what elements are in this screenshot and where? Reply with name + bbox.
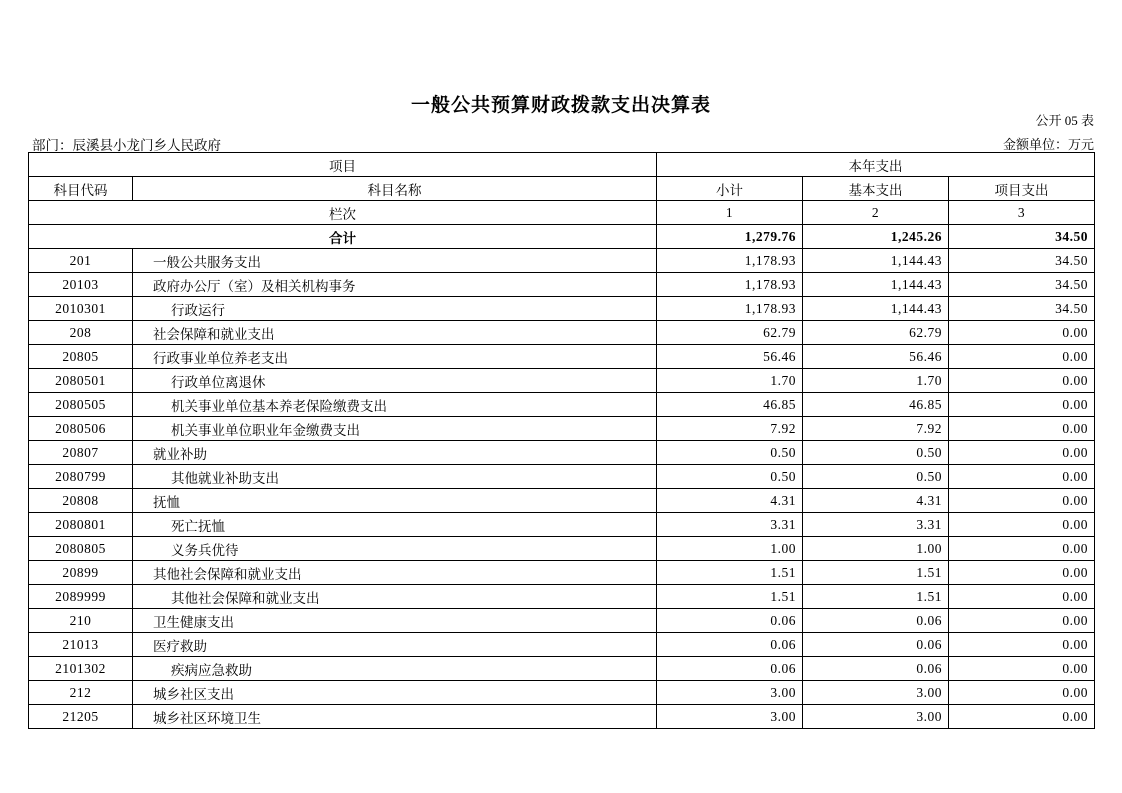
cell-project: 0.00 (949, 417, 1095, 441)
cell-subtotal: 56.46 (657, 345, 803, 369)
cell-name: 抚恤 (133, 489, 657, 513)
cell-basic: 56.46 (803, 345, 949, 369)
table-row (29, 561, 1095, 585)
cell-basic: 62.79 (803, 321, 949, 345)
cell-basic: 1,144.43 (803, 249, 949, 273)
cell-project: 0.00 (949, 393, 1095, 417)
table-body (29, 153, 1095, 729)
cell-basic: 0.50 (803, 441, 949, 465)
group-header-current-year: 本年支出 (657, 153, 1095, 177)
cell-name: 机关事业单位基本养老保险缴费支出 (133, 393, 657, 417)
cell-basic: 1,144.43 (803, 273, 949, 297)
cell-basic: 0.06 (803, 633, 949, 657)
cell-name: 机关事业单位职业年金缴费支出 (133, 417, 657, 441)
cell-code: 2080805 (29, 537, 133, 561)
cell-subtotal: 46.85 (657, 393, 803, 417)
table-row (29, 585, 1095, 609)
cell-name: 疾病应急救助 (133, 657, 657, 681)
cell-basic: 1.70 (803, 369, 949, 393)
department-label: 部门：辰溪县小龙门乡人民政府 (32, 138, 221, 153)
table-row (29, 465, 1095, 489)
cell-project: 0.00 (949, 561, 1095, 585)
cell-subtotal: 62.79 (657, 321, 803, 345)
table-row (29, 321, 1095, 345)
cell-basic: 3.31 (803, 513, 949, 537)
cell-project: 0.00 (949, 369, 1095, 393)
table-row (29, 393, 1095, 417)
column-index-label: 栏次 (29, 201, 657, 225)
cell-subtotal: 0.06 (657, 633, 803, 657)
table-row (29, 633, 1095, 657)
cell-subtotal: 3.00 (657, 681, 803, 705)
table-row (29, 513, 1095, 537)
cell-basic: 46.85 (803, 393, 949, 417)
cell-name: 其他就业补助支出 (133, 465, 657, 489)
cell-basic: 7.92 (803, 417, 949, 441)
cell-subtotal: 3.31 (657, 513, 803, 537)
table-row (29, 441, 1095, 465)
cell-code: 20808 (29, 489, 133, 513)
cell-basic: 3.00 (803, 705, 949, 729)
table-row (29, 273, 1095, 297)
cell-subtotal: 3.00 (657, 705, 803, 729)
total-subtotal: 1,279.76 (657, 225, 803, 249)
cell-subtotal: 0.06 (657, 657, 803, 681)
cell-subtotal: 4.31 (657, 489, 803, 513)
cell-project: 0.00 (949, 609, 1095, 633)
cell-subtotal: 0.06 (657, 609, 803, 633)
cell-code: 2080501 (29, 369, 133, 393)
cell-code: 201 (29, 249, 133, 273)
cell-project: 0.00 (949, 489, 1095, 513)
cell-project: 0.00 (949, 513, 1095, 537)
cell-project: 34.50 (949, 273, 1095, 297)
total-basic: 1,245.26 (803, 225, 949, 249)
cell-name: 死亡抚恤 (133, 513, 657, 537)
sheet-number: 公开 05 表 (1035, 113, 1094, 128)
column-header-project: 项目支出 (949, 177, 1095, 201)
cell-code: 2101302 (29, 657, 133, 681)
cell-code: 2010301 (29, 297, 133, 321)
table-group-header-row (29, 153, 1095, 177)
cell-project: 0.00 (949, 657, 1095, 681)
cell-name: 医疗救助 (133, 633, 657, 657)
cell-name: 卫生健康支出 (133, 609, 657, 633)
cell-project: 0.00 (949, 345, 1095, 369)
cell-code: 208 (29, 321, 133, 345)
group-header-project: 项目 (29, 153, 657, 177)
column-index-3: 3 (949, 201, 1095, 225)
cell-subtotal: 0.50 (657, 465, 803, 489)
cell-name: 其他社会保障和就业支出 (133, 561, 657, 585)
cell-basic: 0.50 (803, 465, 949, 489)
cell-code: 2089999 (29, 585, 133, 609)
cell-basic: 3.00 (803, 681, 949, 705)
cell-project: 0.00 (949, 321, 1095, 345)
cell-code: 21205 (29, 705, 133, 729)
column-index-1: 1 (657, 201, 803, 225)
cell-code: 21013 (29, 633, 133, 657)
cell-subtotal: 7.92 (657, 417, 803, 441)
table-row (29, 705, 1095, 729)
table-column-index-row (29, 201, 1095, 225)
cell-code: 210 (29, 609, 133, 633)
table-total-row (29, 225, 1095, 249)
cell-name: 政府办公厅（室）及相关机构事务 (133, 273, 657, 297)
cell-name: 义务兵优待 (133, 537, 657, 561)
cell-project: 34.50 (949, 249, 1095, 273)
cell-subtotal: 1.70 (657, 369, 803, 393)
cell-subtotal: 1.00 (657, 537, 803, 561)
cell-subtotal: 1,178.93 (657, 249, 803, 273)
cell-name: 就业补助 (133, 441, 657, 465)
table-row (29, 681, 1095, 705)
table-row (29, 609, 1095, 633)
cell-subtotal: 1,178.93 (657, 273, 803, 297)
total-label: 合计 (29, 225, 657, 249)
table-row (29, 537, 1095, 561)
cell-name: 城乡社区支出 (133, 681, 657, 705)
cell-name: 社会保障和就业支出 (133, 321, 657, 345)
cell-code: 2080506 (29, 417, 133, 441)
cell-project: 34.50 (949, 297, 1095, 321)
cell-project: 0.00 (949, 633, 1095, 657)
table-row (29, 369, 1095, 393)
column-header-code: 科目代码 (29, 177, 133, 201)
table-row (29, 297, 1095, 321)
cell-code: 20899 (29, 561, 133, 585)
cell-basic: 0.06 (803, 609, 949, 633)
page-title: 一般公共预算财政拨款支出决算表 (410, 95, 711, 116)
cell-code: 20103 (29, 273, 133, 297)
cell-project: 0.00 (949, 705, 1095, 729)
cell-project: 0.00 (949, 465, 1095, 489)
cell-basic: 1.51 (803, 585, 949, 609)
column-header-name: 科目名称 (133, 177, 657, 201)
cell-basic: 1.00 (803, 537, 949, 561)
budget-table (28, 152, 1095, 729)
cell-subtotal: 1.51 (657, 561, 803, 585)
cell-code: 2080799 (29, 465, 133, 489)
cell-code: 2080801 (29, 513, 133, 537)
cell-project: 0.00 (949, 681, 1095, 705)
table-row (29, 417, 1095, 441)
total-project: 34.50 (949, 225, 1095, 249)
table-row (29, 249, 1095, 273)
cell-name: 行政运行 (133, 297, 657, 321)
amount-unit-label: 金额单位：万元 (1002, 137, 1094, 152)
cell-code: 20805 (29, 345, 133, 369)
cell-project: 0.00 (949, 537, 1095, 561)
cell-basic: 4.31 (803, 489, 949, 513)
column-header-basic: 基本支出 (803, 177, 949, 201)
column-index-2: 2 (803, 201, 949, 225)
table-row (29, 345, 1095, 369)
cell-name: 其他社会保障和就业支出 (133, 585, 657, 609)
cell-name: 城乡社区环境卫生 (133, 705, 657, 729)
cell-code: 212 (29, 681, 133, 705)
cell-basic: 1.51 (803, 561, 949, 585)
cell-subtotal: 0.50 (657, 441, 803, 465)
cell-project: 0.00 (949, 585, 1095, 609)
cell-code: 20807 (29, 441, 133, 465)
cell-subtotal: 1.51 (657, 585, 803, 609)
cell-project: 0.00 (949, 441, 1095, 465)
cell-name: 行政单位离退休 (133, 369, 657, 393)
cell-basic: 1,144.43 (803, 297, 949, 321)
table-column-header-row (29, 177, 1095, 201)
cell-name: 一般公共服务支出 (133, 249, 657, 273)
column-header-subtotal: 小计 (657, 177, 803, 201)
cell-code: 2080505 (29, 393, 133, 417)
cell-name: 行政事业单位养老支出 (133, 345, 657, 369)
table-row (29, 489, 1095, 513)
table-row (29, 657, 1095, 681)
cell-basic: 0.06 (803, 657, 949, 681)
cell-subtotal: 1,178.93 (657, 297, 803, 321)
